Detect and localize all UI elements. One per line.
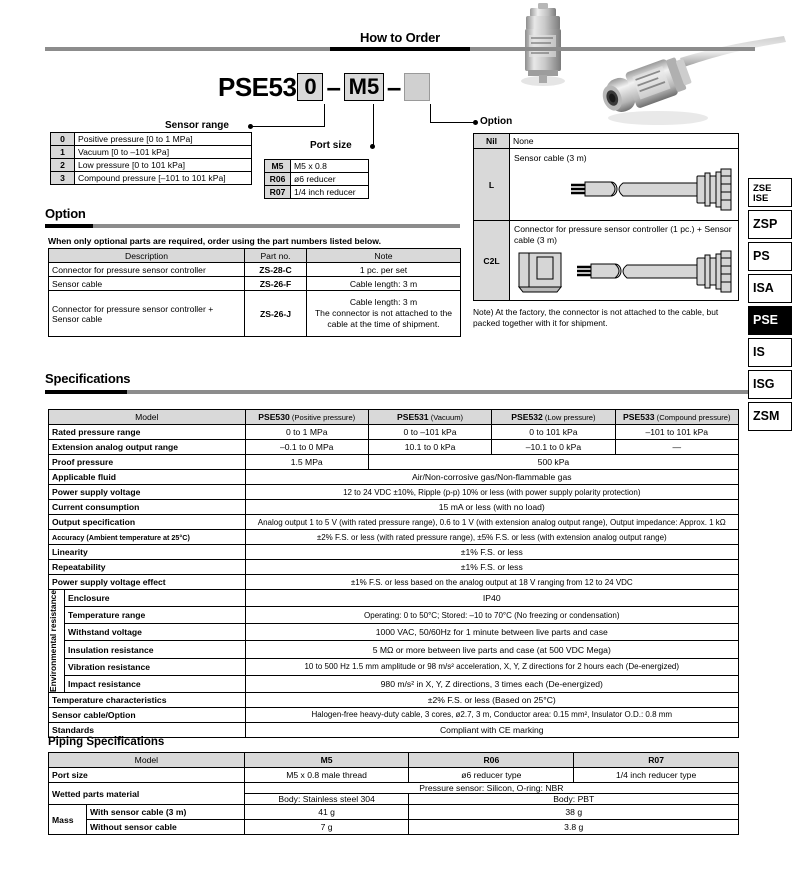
spec-row-value-1-1: 10.1 to 0 kPa (368, 440, 491, 455)
piping-port-size-value-0: M5 x 0.8 male thread (244, 768, 409, 783)
table-row (49, 440, 739, 455)
label-option: Option (480, 116, 513, 127)
table-row (49, 624, 739, 641)
spec-model-label: Model (49, 410, 246, 425)
table-row (51, 172, 252, 185)
spec-row-value-0-3: –101 to 101 kPa (615, 425, 738, 440)
piping-wetted-bottom-0: Body: Stainless steel 304 (244, 794, 409, 805)
sensor-range-code-3: 3 (51, 172, 75, 185)
piping-specifications-title: Piping Specifications (48, 736, 165, 748)
leader-sensor-range-vertical (324, 104, 325, 127)
option-cell-c2l (510, 221, 739, 301)
side-tab-isa[interactable]: ISA (748, 274, 792, 303)
opt-desc-0: Connector for pressure sensor controller (49, 263, 245, 277)
spec-model-PSE531 (368, 410, 491, 425)
spec-row-value-0-2: 0 to 101 kPa (492, 425, 615, 440)
sensor-range-desc-0: Positive pressure [0 to 1 MPa] (75, 133, 252, 146)
environmental-resistance-vertical-text: Environmental resistance (48, 590, 58, 692)
spec-row-label-6: Output specification (49, 515, 246, 530)
side-tab-line: ZSE (753, 183, 772, 194)
sensor-range-table (50, 132, 252, 185)
page-title: How to Order (360, 30, 440, 45)
option-bar-gray (45, 224, 460, 228)
part-number-sensor-range-box[interactable]: 0 (297, 73, 323, 101)
spec-row-label-10: Power supply voltage effect (49, 575, 246, 590)
spec-model-PSE533 (615, 410, 738, 425)
table-row (49, 805, 739, 820)
spec-tail-label-2: Standards (49, 722, 246, 737)
spec-model-PSE530 (245, 410, 368, 425)
leader-sensor-range-horizontal (252, 126, 325, 127)
spec-row-label-0: Rated pressure range (49, 425, 246, 440)
leader-port-size-vertical (373, 104, 374, 146)
spec-env-label-2: Withstand voltage (65, 624, 246, 641)
table-row (265, 173, 369, 186)
spec-tail-value-1: Halogen-free heavy-duty cable, 3 cores, ø2.7, 3 m, Conductor area: 0.15 mm², Insulator O.D.: 0.8 mm (245, 707, 738, 722)
leader-option-horizontal (430, 122, 475, 123)
port-size-code-2: R07 (265, 186, 291, 199)
opt-note-1: Cable length: 3 m (307, 277, 461, 291)
leader-sensor-range-dot (248, 124, 253, 129)
spec-env-label-0: Enclosure (65, 590, 246, 607)
header-bar-accent (330, 47, 470, 51)
col-description: Description (49, 249, 245, 263)
piping-mass-value-1-0: 7 g (244, 820, 409, 835)
table-row (49, 768, 739, 783)
piping-mass-value-1-1: 3.8 g (409, 820, 739, 835)
spec-row-value-3-0: Air/Non-corrosive gas/Non-flammable gas (245, 470, 738, 485)
table-row (49, 607, 739, 624)
spec-row-value-0-1: 0 to –101 kPa (368, 425, 491, 440)
spec-env-value-4: 10 to 500 Hz 1.5 mm amplitude or 98 m/s² acceleration, X, Y, Z directions for 2 hours each (De-energized) (245, 658, 738, 675)
spec-row-value-8-0: ±1% F.S. or less (245, 545, 738, 560)
spec-model-code-1: PSE531 (397, 412, 429, 422)
spec-tail-value-0: ±2% F.S. or less (Based on 25°C) (245, 692, 738, 707)
table-row (49, 545, 739, 560)
spec-tail-value-2: Compliant with CE marking (245, 722, 738, 737)
side-tab-isg[interactable]: ISG (748, 370, 792, 399)
piping-specifications-table (48, 752, 739, 835)
spec-model-code-2: PSE532 (511, 412, 543, 422)
table-row (474, 149, 739, 221)
table-header-row (49, 753, 739, 768)
spec-row-value-6-0: Analog output 1 to 5 V (with rated pressure range), 0.6 to 1 V (with extension analog output range), Output impedance: Approx. 1 kΩ (245, 515, 738, 530)
side-tab-is[interactable]: IS (748, 338, 792, 367)
piping-port-size-value-1: ø6 reducer type (409, 768, 574, 783)
spec-row-label-7: Accuracy (Ambient temperature at 25°C) (49, 530, 246, 545)
side-tab-zse-ise[interactable] (748, 178, 792, 207)
port-size-code-1: R06 (265, 173, 291, 186)
spec-row-value-2-1: 500 kPa (368, 455, 738, 470)
piping-mass-value-0-1: 38 g (409, 805, 739, 820)
side-tab-rail (748, 178, 792, 434)
side-tab-zsm[interactable]: ZSM (748, 402, 792, 431)
spec-env-value-0: IP40 (245, 590, 738, 607)
piping-wetted-bottom-1: Body: PBT (409, 794, 739, 805)
table-row (51, 159, 252, 172)
spec-row-value-0-0: 0 to 1 MPa (245, 425, 368, 440)
sensor-range-code-2: 2 (51, 159, 75, 172)
side-tab-ps[interactable]: PS (748, 242, 792, 271)
table-row (49, 675, 739, 692)
part-number-prefix: PSE53 (218, 71, 297, 102)
specifications-title: Specifications (45, 371, 131, 386)
spec-row-value-4-0: 12 to 24 VDC ±10%, Ripple (p-p) 10% or less (with power supply polarity protection) (245, 485, 738, 500)
table-row (49, 485, 739, 500)
piping-port-size-label: Port size (49, 768, 245, 783)
label-port-size: Port size (310, 140, 352, 151)
connector-cable-diagram-c2l (515, 247, 733, 297)
piping-mass-row-label-0: With sensor cable (3 m) (86, 805, 244, 820)
spec-tail-label-0: Temperature characteristics (49, 692, 246, 707)
spec-row-value-9-0: ±1% F.S. or less (245, 560, 738, 575)
spec-row-label-9: Repeatability (49, 560, 246, 575)
spec-row-value-1-0: –0.1 to 0 MPa (245, 440, 368, 455)
spec-row-value-1-3: — (615, 440, 738, 455)
spec-row-label-5: Current consumption (49, 500, 246, 515)
spec-model-code-0: PSE530 (258, 412, 290, 422)
table-row (49, 707, 739, 722)
port-size-code-0: M5 (265, 160, 291, 173)
spec-env-value-2: 1000 VAC, 50/60Hz for 1 minute between live parts and case (245, 624, 738, 641)
option-desc-l: Sensor cable (3 m) (514, 153, 587, 163)
part-number-dash-2: – (386, 71, 402, 102)
spec-row-value-10-0: ±1% F.S. or less based on the analog output at 18 V ranging from 12 to 24 VDC (245, 575, 738, 590)
table-row (49, 658, 739, 675)
option-code-c2l: C2L (474, 221, 510, 301)
table-row (49, 500, 739, 515)
piping-model-0: M5 (244, 753, 409, 768)
table-row (474, 221, 739, 301)
leader-port-size-dot (370, 144, 375, 149)
opt-partno-1: ZS-26-F (245, 277, 307, 291)
option-cell-l (510, 149, 739, 221)
spec-env-value-5: 980 m/s² in X, Y, Z directions, 3 times each (De-energized) (245, 675, 738, 692)
section-header-how-to-order (45, 30, 755, 52)
port-size-desc-0: M5 x 0.8 (291, 160, 369, 173)
spec-model-suffix-2: (Low pressure) (542, 413, 596, 422)
table-row (49, 470, 739, 485)
spec-bar-gray (45, 390, 755, 394)
spec-environmental-group-label (49, 590, 65, 693)
leader-option-vertical (430, 104, 431, 123)
spec-tail-label-1: Sensor cable/Option (49, 707, 246, 722)
sensor-range-desc-3: Compound pressure [–101 to 101 kPa] (75, 172, 252, 185)
side-tab-line: ISE (753, 193, 769, 205)
option-section-intro: When only optional parts are required, order using the part numbers listed below. (48, 236, 381, 246)
spec-model-suffix-0: (Positive pressure) (289, 413, 356, 422)
table-row (49, 530, 739, 545)
piping-port-size-value-2: 1/4 inch reducer type (574, 768, 739, 783)
table-row (474, 134, 739, 149)
table-row (51, 146, 252, 159)
spec-row-value-5-0: 15 mA or less (with no load) (245, 500, 738, 515)
option-code-l: L (474, 149, 510, 221)
piping-model-label: Model (49, 753, 245, 768)
table-row (49, 263, 461, 277)
spec-env-label-1: Temperature range (65, 607, 246, 624)
piping-wetted-top: Pressure sensor: Silicon, O-ring: NBR (244, 783, 738, 794)
spec-env-value-3: 5 MΩ or more between live parts and case (at 500 VDC Mega) (245, 641, 738, 658)
table-row (51, 133, 252, 146)
opt-note-2: Cable length: 3 m The connector is not attached to the cable at the time of shipment. (307, 291, 461, 337)
table-row (265, 160, 369, 173)
spec-row-label-3: Applicable fluid (49, 470, 246, 485)
spec-row-label-4: Power supply voltage (49, 485, 246, 500)
opt-desc-2: Connector for pressure sensor controller + Sensor cable (49, 291, 245, 337)
section-header-option (45, 206, 460, 228)
piping-model-1: R06 (409, 753, 574, 768)
opt-partno-2: ZS-26-J (245, 291, 307, 337)
spec-row-value-1-2: –10.1 to 0 kPa (492, 440, 615, 455)
piping-mass-row-label-1: Without sensor cable (86, 820, 244, 835)
table-row (49, 692, 739, 707)
option-code-nil: Nil (474, 134, 510, 149)
piping-model-2: R07 (574, 753, 739, 768)
option-table-note: Note) At the factory, the connector is not attached to the cable, but packed together with it for shipment. (473, 307, 719, 328)
port-size-desc-2: 1/4 inch reducer (291, 186, 369, 199)
spec-model-code-3: PSE533 (623, 412, 655, 422)
table-row (49, 575, 739, 590)
spec-row-label-1: Extension analog output range (49, 440, 246, 455)
label-sensor-range: Sensor range (165, 120, 229, 131)
table-row (49, 560, 739, 575)
table-row (49, 820, 739, 835)
part-number-dash-1: – (326, 71, 341, 102)
table-header-row (49, 249, 461, 263)
option-code-table (473, 133, 739, 301)
option-desc-nil: None (510, 134, 739, 149)
opt-partno-0: ZS-28-C (245, 263, 307, 277)
spec-env-label-5: Impact resistance (65, 675, 246, 692)
option-desc-c2l: Connector for pressure sensor controller (1 pc.) + Sensor cable (3 m) (514, 224, 732, 245)
table-row (49, 641, 739, 658)
section-header-specifications (45, 371, 755, 393)
part-number-port-size-box[interactable]: M5 (344, 73, 384, 101)
opt-note-0: 1 pc. per set (307, 263, 461, 277)
spec-row-value-2-0: 1.5 MPa (245, 455, 368, 470)
leader-option-dot (473, 120, 478, 125)
option-section-title: Option (45, 206, 86, 221)
spec-env-label-3: Insulation resistance (65, 641, 246, 658)
sensor-range-desc-1: Vacuum [0 to –101 kPa] (75, 146, 252, 159)
spec-model-suffix-1: (Vacuum) (428, 413, 464, 422)
spec-env-value-1: Operating: 0 to 50°C; Stored: –10 to 70°C (No freezing or condensation) (245, 607, 738, 624)
port-size-desc-1: ø6 reducer (291, 173, 369, 186)
opt-desc-1: Sensor cable (49, 277, 245, 291)
col-part-no: Part no. (245, 249, 307, 263)
side-tab-pse[interactable]: PSE (748, 306, 792, 335)
table-row (49, 277, 461, 291)
specifications-table (48, 409, 739, 738)
spec-model-suffix-3: (Compound pressure) (654, 413, 731, 422)
piping-wetted-label: Wetted parts material (49, 783, 245, 805)
table-row (49, 783, 739, 794)
table-row (265, 186, 369, 199)
piping-mass-value-0-0: 41 g (244, 805, 409, 820)
sensor-range-code-0: 0 (51, 133, 75, 146)
col-note: Note (307, 249, 461, 263)
spec-row-label-8: Linearity (49, 545, 246, 560)
spec-row-label-2: Proof pressure (49, 455, 246, 470)
spec-env-label-4: Vibration resistance (65, 658, 246, 675)
sensor-range-desc-2: Low pressure [0 to 101 kPa] (75, 159, 252, 172)
table-row (49, 425, 739, 440)
table-header-row (49, 410, 739, 425)
cable-diagram-l (515, 164, 733, 216)
side-tab-zsp[interactable]: ZSP (748, 210, 792, 239)
table-row (49, 455, 739, 470)
option-bar-accent (45, 224, 93, 228)
table-row (49, 291, 461, 337)
part-number-diagram (218, 70, 431, 104)
table-row (49, 590, 739, 607)
spec-row-value-7-0: ±2% F.S. or less (with rated pressure range), ±5% F.S. or less (with extension analog output range) (245, 530, 738, 545)
sensor-range-code-1: 1 (51, 146, 75, 159)
option-parts-table (48, 248, 461, 337)
piping-mass-label: Mass (49, 805, 87, 835)
spec-bar-accent (45, 390, 127, 394)
part-number-option-box[interactable] (404, 73, 430, 101)
table-row (49, 515, 739, 530)
port-size-table (264, 159, 369, 199)
spec-model-PSE532 (492, 410, 615, 425)
